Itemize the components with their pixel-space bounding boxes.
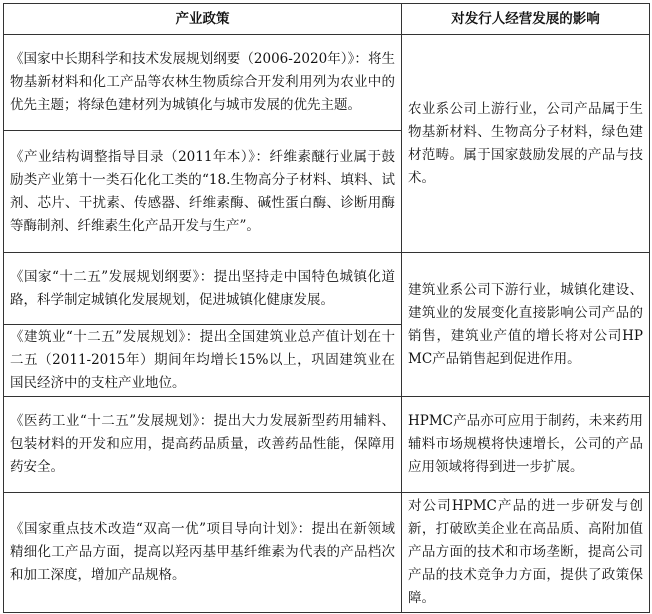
policy-cell: 《国家“十二五”发展规划纲要》：提出坚持走中国特色城镇化道路，科学制定城镇化发展规划，促进城镇化健康发展。: [4, 253, 402, 325]
industry-policy-table: [3, 3, 650, 613]
table-header-row: [4, 4, 650, 35]
policy-cell: 《产业结构调整指导目录（2011年本）》：纤维素醚行业属于鼓励类产业第十一类石化化工类的“18.生物高分子材料、填料、试剂、芯片、干扰素、传感器、纤维素酶、碱性蛋白酶、诊断用酶等酶制剂、纤维素生化产品开发与生产”。: [4, 131, 402, 253]
policy-cell: 《医药工业“十二五”发展规划》：提出大力发展新型药用辅料、包装材料的开发和应用，提高药品质量，改善药品性能，保障用药安全。: [4, 397, 402, 493]
policy-cell: 《国家中长期科学和技术发展规划纲要（2006-2020年）》：将生物基新材料和化工产品等农林生物质综合开发利用列为农业中的优先主题；将绿色建材列为城镇化与城市发展的优先主题。: [4, 35, 402, 131]
table-row: [4, 493, 650, 613]
table-row: [4, 253, 650, 325]
policy-cell: 《建筑业“十二五”发展规划》：提出全国建筑业总产值计划在十二五（2011-2015年）期间年均增长15%以上，巩固建筑业在国民经济中的支柱产业地位。: [4, 325, 402, 397]
table-row: [4, 397, 650, 493]
impact-cell: 对公司HPMC产品的进一步研发与创新，打破欧美企业在高品质、高附加值产品方面的技术和市场垄断，提高公司产品的技术竞争力方面，提供了政策保障。: [402, 493, 650, 613]
impact-cell: 建筑业系公司下游行业，城镇化建设、建筑业的发展变化直接影响公司产品的销售，建筑业产值的增长将对公司HPMC产品销售起到促进作用。: [402, 253, 650, 397]
policy-cell: 《国家重点技术改造“双高一优”项目导向计划》：提出在新领域精细化工产品方面，提高以羟丙基甲基纤维素为代表的产品档次和加工深度，增加产品规格。: [4, 493, 402, 613]
impact-cell: 农业系公司上游行业，公司产品属于生物基新材料、生物高分子材料，绿色建材范畴。属于国家鼓励发展的产品与技术。: [402, 35, 650, 253]
impact-cell: HPMC产品亦可应用于制药，未来药用辅料市场规模将快速增长，公司的产品应用领域将得到进一步扩展。: [402, 397, 650, 493]
table-row: [4, 35, 650, 131]
header-impact-on-issuer: 对发行人经营发展的影响: [402, 4, 650, 35]
header-industry-policy: 产业政策: [4, 4, 402, 35]
